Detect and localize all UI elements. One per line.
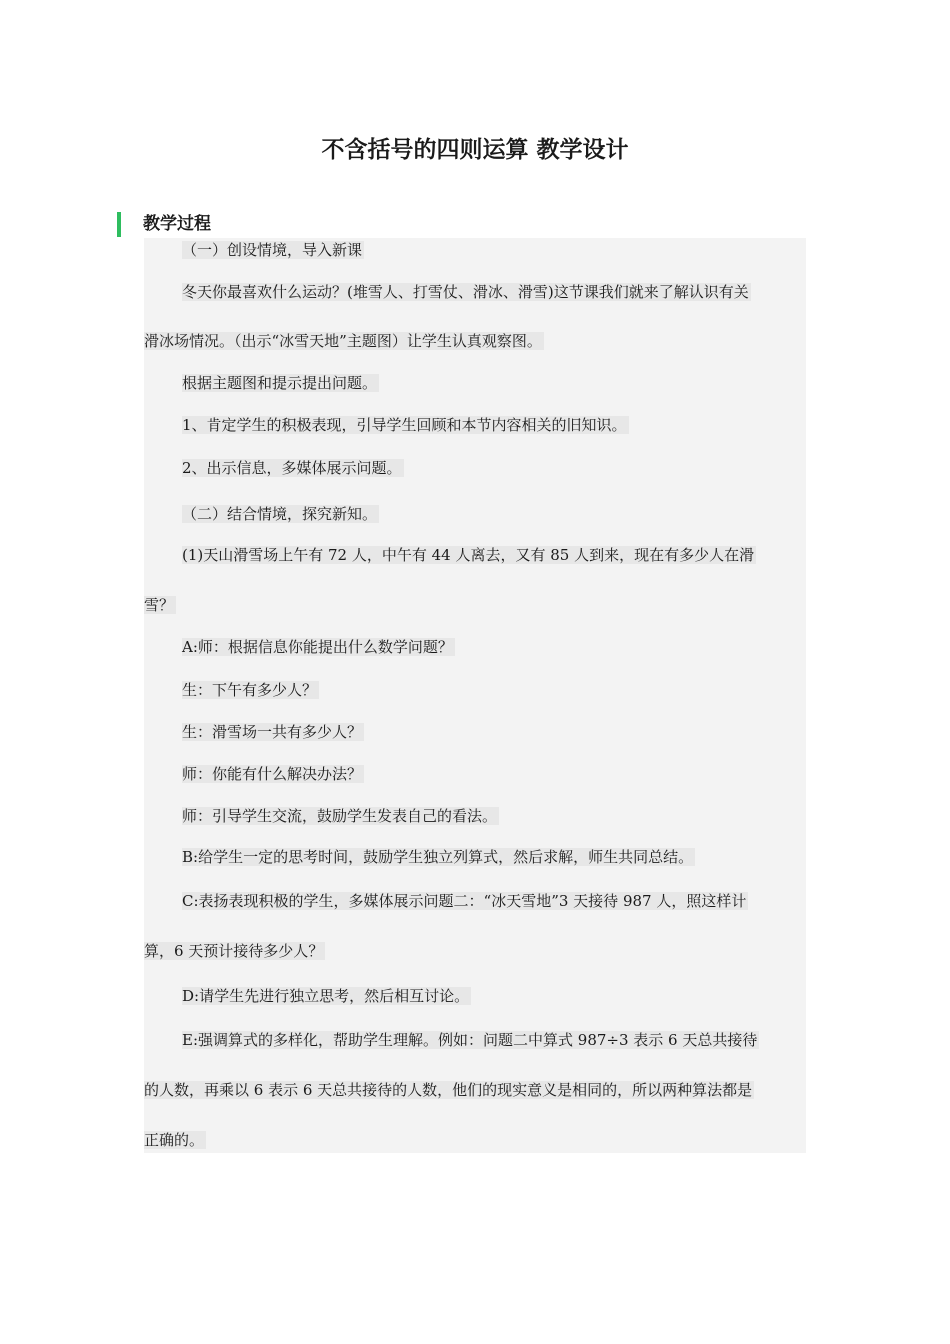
paragraph-line: 冬天你最喜欢什么运动？(堆雪人、打雪仗、滑冰、滑雪)这节课我们就来了解认识有关 <box>182 283 749 301</box>
section-accent-bar <box>117 212 121 237</box>
paragraph-line: （二）结合情境，探究新知。 <box>182 505 378 523</box>
paragraph-line: 生：滑雪场一共有多少人？ <box>182 723 363 741</box>
paragraph-line: C:表扬表现积极的学生，多媒体展示问题二：“冰天雪地”3 天接待 987 人，照这样计 <box>182 892 747 910</box>
paragraph-line: 师：引导学生交流，鼓励学生发表自己的看法。 <box>182 807 498 825</box>
paragraph-line: (1)天山滑雪场上午有 72 人，中午有 44 人离去，又有 85 人到来，现在有多少人在滑 <box>182 546 755 564</box>
paragraph-line: B:给学生一定的思考时间，鼓励学生独立列算式，然后求解，师生共同总结。 <box>182 848 694 866</box>
paragraph-line: （一）创设情境，导入新课 <box>182 241 363 259</box>
paragraph-line: 2、出示信息，多媒体展示问题。 <box>182 459 402 477</box>
section-heading <box>117 211 211 238</box>
paragraph-line: 的人数，再乘以 6 表示 6 天总共接待的人数，他们的现实意义是相同的，所以两种算法都是 <box>144 1081 753 1099</box>
paragraph-line: 雪？ <box>144 596 175 614</box>
section-title: 教学过程 <box>143 214 211 234</box>
paragraph-line: 根据主题图和提示提出问题。 <box>182 374 378 392</box>
paragraph-line: 滑冰场情况。（出示“冰雪天地”主题图）让学生认真观察图。 <box>144 332 542 350</box>
paragraph-line: E:强调算式的多样化，帮助学生理解。例如：问题二中算式 987÷3 表示 6 天总共接待 <box>182 1031 758 1049</box>
paragraph-line: 师：你能有什么解决办法？ <box>182 765 363 783</box>
paragraph-line: 正确的。 <box>144 1131 205 1149</box>
paragraph-line: 1、肯定学生的积极表现，引导学生回顾和本节内容相关的旧知识。 <box>182 416 627 434</box>
content-body <box>144 238 806 1153</box>
paragraph-line: A:师：根据信息你能提出什么数学问题？ <box>182 638 453 656</box>
paragraph-line: 算，6 天预计接待多少人？ <box>144 942 324 960</box>
paragraph-line: 生：下午有多少人？ <box>182 681 318 699</box>
paragraph-line: D:请学生先进行独立思考，然后相互讨论。 <box>182 987 470 1005</box>
document-title: 不含括号的四则运算 教学设计 <box>321 137 629 163</box>
